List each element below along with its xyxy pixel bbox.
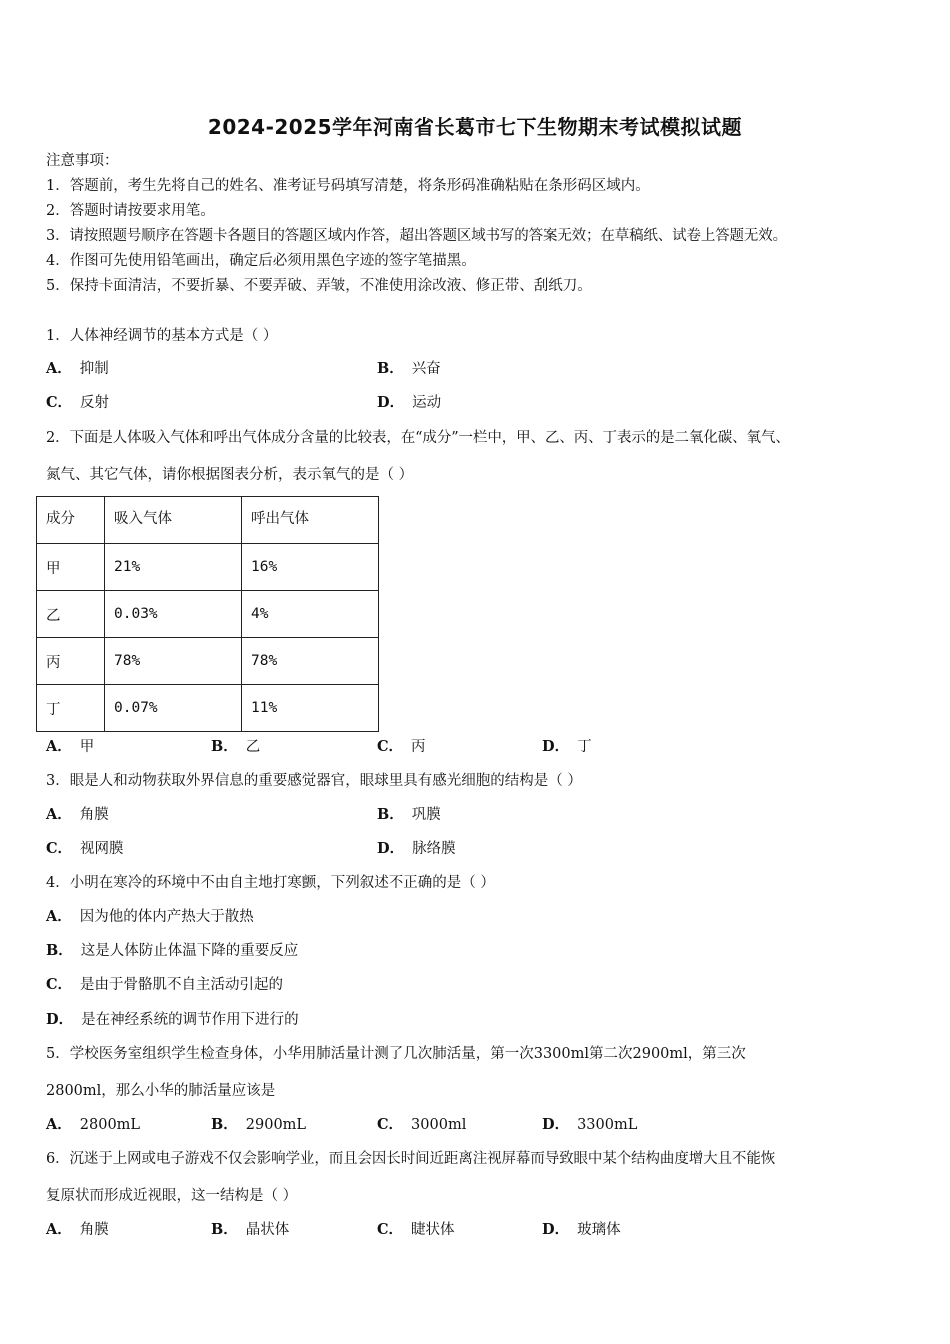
option-text: 角膜 [79, 1222, 109, 1238]
question-3-option-d [377, 839, 456, 859]
notice-item: 2．答题时请按要求用笔。 [46, 203, 215, 219]
question-2-option-d [542, 737, 592, 757]
option-key: C． [377, 738, 404, 755]
question-3-option-b [377, 805, 441, 825]
option-text: 2900mL [245, 1117, 307, 1133]
question-4-option-d [46, 1010, 299, 1030]
option-key: A． [46, 1221, 72, 1238]
question-4-stem: 4．小明在寒冷的环境中不由自主地打寒颤，下列叙述不正确的是（ ） [46, 875, 495, 891]
question-6-option-c [377, 1220, 455, 1240]
question-2-option-c [377, 737, 426, 757]
option-key: B． [211, 738, 238, 755]
question-5-option-a [46, 1115, 140, 1135]
option-text: 脉络膜 [412, 841, 456, 857]
table-cell: 乙 [37, 591, 105, 638]
notice-item: 3．请按照题号顺序在答题卡各题目的答题区域内作答，超出答题区域书写的答案无效；在草稿纸、试卷上答题无效。 [46, 228, 787, 244]
option-key: C． [46, 394, 73, 411]
page-title: 2024-2025学年河南省长葛市七下生物期末考试模拟试题 [207, 115, 743, 139]
option-key: A． [46, 908, 72, 925]
option-text: 丁 [577, 739, 592, 755]
option-text: 这是人体防止体温下降的重要反应 [80, 943, 299, 959]
question-5-option-c [377, 1115, 466, 1135]
question-2-option-b [211, 737, 260, 757]
table-row [37, 591, 379, 638]
question-4-option-a [46, 907, 254, 927]
table-header-row [37, 497, 379, 544]
option-text: 睫状体 [411, 1222, 455, 1238]
option-text: 乙 [245, 739, 261, 755]
option-text: 是由于骨骼肌不自主活动引起的 [80, 977, 284, 993]
option-text: 3300mL [577, 1117, 638, 1133]
question-1-option-a [46, 359, 109, 379]
option-text: 甲 [79, 739, 95, 755]
option-text: 兴奋 [411, 361, 441, 377]
option-key: B． [377, 360, 404, 377]
option-key: C． [377, 1221, 404, 1238]
question-1-option-c [46, 393, 109, 413]
question-3-option-c [46, 839, 124, 859]
question-2-stem-line-2: 氮气、其它气体，请你根据图表分析，表示氧气的是（ ） [46, 467, 414, 483]
table-cell: 0.07% [105, 685, 242, 732]
notice-item: 4．作图可先使用铅笔画出，确定后必须用黑色字迹的签字笔描黑。 [46, 253, 476, 269]
option-key: C． [377, 1116, 404, 1133]
question-6-stem-line-2: 复原状而形成近视眼，这一结构是（ ） [46, 1188, 298, 1204]
option-key: D． [46, 1011, 74, 1028]
table-cell: 16% [242, 544, 379, 591]
question-6-option-b [211, 1220, 289, 1240]
table-header-cell: 吸入气体 [105, 497, 242, 544]
table-cell: 甲 [37, 544, 105, 591]
option-text: 丙 [411, 739, 426, 755]
question-4-option-b [46, 941, 298, 961]
notice-item: 1．答题前，考生先将自己的姓名、准考证号码填写清楚，将条形码准确粘贴在条形码区域内。 [46, 178, 650, 194]
table-cell: 4% [242, 591, 379, 638]
question-5-option-d [542, 1115, 637, 1135]
option-key: B． [211, 1221, 238, 1238]
option-key: C． [46, 840, 73, 857]
question-1-option-b [377, 359, 441, 379]
table-cell: 78% [242, 638, 379, 685]
notice-item: 5．保持卡面清洁，不要折暴、不要弄破、弄皱，不准使用涂改液、修正带、刮纸刀。 [46, 278, 592, 294]
question-6-option-d [542, 1220, 621, 1240]
option-text: 抑制 [79, 361, 109, 377]
option-text: 玻璃体 [577, 1222, 621, 1238]
table-cell: 丙 [37, 638, 105, 685]
option-text: 晶状体 [245, 1222, 290, 1238]
table-cell: 0.03% [105, 591, 242, 638]
notice-heading: 注意事项： [46, 153, 119, 169]
option-key: A． [46, 360, 72, 377]
question-6-option-a [46, 1220, 109, 1240]
table-row [37, 544, 379, 591]
gas-composition-table [36, 496, 379, 732]
option-text: 视网膜 [80, 841, 124, 857]
option-key: D． [542, 1221, 570, 1238]
option-key: D． [542, 738, 570, 755]
question-2-option-a [46, 737, 94, 757]
option-key: C． [46, 976, 73, 993]
option-key: A． [46, 738, 72, 755]
option-text: 反射 [80, 395, 110, 411]
option-text: 3000ml [411, 1117, 467, 1133]
question-1-option-d [377, 393, 441, 413]
option-key: D． [377, 394, 405, 411]
question-5-stem-line-1: 5．学校医务室组织学生检查身体，小华用肺活量计测了几次肺活量，第一次3300ml第二次2900ml，第三次 [46, 1046, 746, 1062]
question-1-stem: 1．人体神经调节的基本方式是（ ） [46, 328, 278, 344]
option-text: 运动 [412, 395, 442, 411]
question-6-stem-line-1: 6．沉迷于上网或电子游戏不仅会影响学业，而且会因长时间近距离注视屏幕而导致眼中某个结构曲度增大且不能恢 [46, 1151, 776, 1167]
table-header-cell: 呼出气体 [242, 497, 379, 544]
option-key: B． [377, 806, 404, 823]
option-text: 2800mL [79, 1117, 141, 1133]
question-4-option-c [46, 975, 283, 995]
table-cell: 丁 [37, 685, 105, 732]
table-header-cell: 成分 [37, 497, 105, 544]
question-5-option-b [211, 1115, 306, 1135]
table-row [37, 685, 379, 732]
option-key: A． [46, 806, 72, 823]
option-key: D． [377, 840, 405, 857]
option-key: D． [542, 1116, 570, 1133]
question-2-stem-line-1: 2．下面是人体吸入气体和呼出气体成分含量的比较表，在“成分”一栏中，甲、乙、丙、丁表示的是二氧化碳、氧气、 [46, 430, 790, 446]
option-key: A． [46, 1116, 72, 1133]
table-row [37, 638, 379, 685]
option-text: 是在神经系统的调节作用下进行的 [81, 1012, 299, 1028]
question-3-option-a [46, 805, 109, 825]
option-key: B． [46, 942, 73, 959]
option-text: 角膜 [79, 807, 109, 823]
option-text: 巩膜 [411, 807, 441, 823]
question-3-stem: 3．眼是人和动物获取外界信息的重要感觉器官，眼球里具有感光细胞的结构是（ ） [46, 773, 582, 789]
question-5-stem-line-2: 2800ml，那么小华的肺活量应该是 [46, 1083, 276, 1099]
table-cell: 21% [105, 544, 242, 591]
option-key: B． [211, 1116, 238, 1133]
option-text: 因为他的体内产热大于散热 [79, 909, 254, 925]
table-cell: 78% [105, 638, 242, 685]
table-cell: 11% [242, 685, 379, 732]
